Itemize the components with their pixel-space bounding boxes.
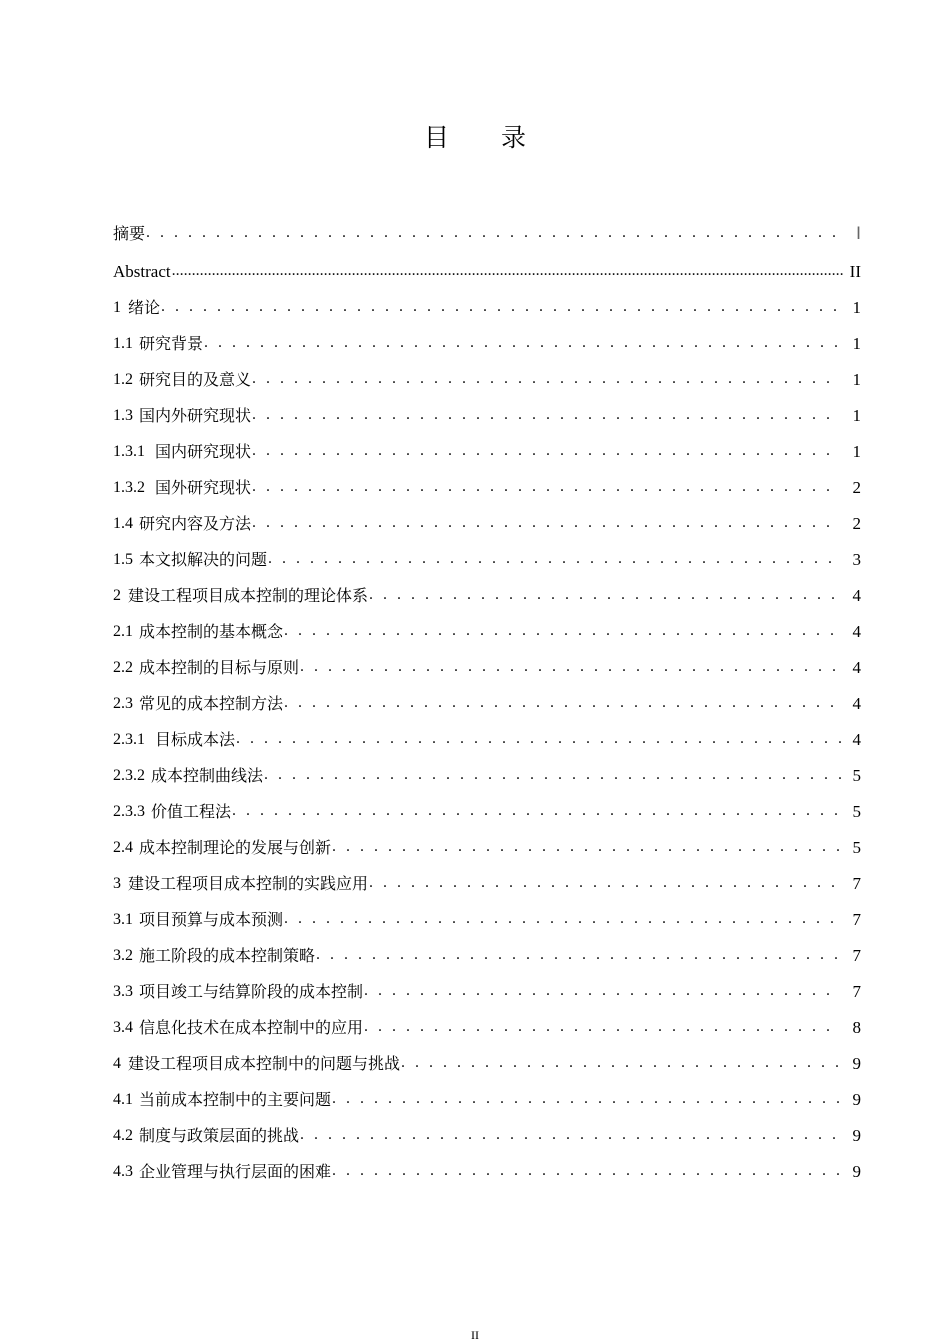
toc-entry-label: 制度与政策层面的挑战 bbox=[139, 1126, 300, 1145]
toc-entry-number: 3 bbox=[113, 875, 121, 892]
toc-entry-label: 信息化技术在成本控制中的应用 bbox=[139, 1018, 364, 1037]
toc-entry-label: 研究目的及意义 bbox=[139, 370, 252, 389]
toc-leader bbox=[232, 801, 841, 821]
toc-entry-page: 2 bbox=[852, 478, 861, 497]
toc-entry[interactable] bbox=[113, 318, 861, 354]
toc-entry[interactable] bbox=[113, 498, 861, 534]
toc-entry-label: 国内外研究现状 bbox=[139, 406, 252, 425]
toc-entry-number: 2.4 bbox=[113, 839, 133, 856]
toc-entry-number: 2.3.1 bbox=[113, 731, 145, 748]
toc-entry-page: 8 bbox=[852, 1018, 861, 1037]
toc-entry-label: 摘要 bbox=[113, 224, 146, 243]
toc-leader bbox=[316, 945, 841, 965]
toc-entry-page: 7 bbox=[852, 946, 861, 965]
toc-entry-label: 研究内容及方法 bbox=[139, 514, 252, 533]
table-of-contents bbox=[113, 206, 861, 1182]
toc-leader bbox=[284, 909, 841, 929]
toc-leader bbox=[204, 333, 841, 353]
toc-entry-page: 4 bbox=[852, 658, 861, 677]
toc-entry-label: 研究背景 bbox=[139, 334, 204, 353]
toc-entry-page: 9 bbox=[852, 1126, 861, 1145]
toc-entry[interactable] bbox=[113, 1110, 861, 1146]
toc-entry-label: 常见的成本控制方法 bbox=[139, 694, 284, 713]
toc-entry[interactable] bbox=[113, 426, 861, 462]
toc-entry-number: 1.2 bbox=[113, 371, 133, 388]
toc-entry-label: 成本控制理论的发展与创新 bbox=[139, 838, 332, 857]
toc-leader bbox=[268, 549, 841, 569]
toc-entry-number: 1.5 bbox=[113, 551, 133, 568]
toc-entry-page: 1 bbox=[852, 406, 861, 425]
toc-entry-page: 1 bbox=[852, 370, 861, 389]
toc-entry-number: 4 bbox=[113, 1055, 121, 1072]
toc-entry-number: 4.3 bbox=[113, 1163, 133, 1180]
toc-entry[interactable] bbox=[113, 570, 861, 606]
toc-leader bbox=[300, 657, 841, 677]
page-title: 目 录 bbox=[424, 123, 548, 152]
toc-entry[interactable] bbox=[113, 354, 861, 390]
toc-entry-page: 5 bbox=[852, 766, 861, 785]
footer-page-number: II bbox=[471, 1328, 479, 1342]
toc-entry[interactable] bbox=[113, 750, 861, 786]
toc-entry-page: 4 bbox=[852, 622, 861, 641]
toc-leader bbox=[369, 873, 841, 893]
toc-leader bbox=[146, 223, 841, 243]
toc-leader bbox=[332, 1089, 841, 1109]
toc-entry-number: 3.2 bbox=[113, 947, 133, 964]
toc-entry-page: 2 bbox=[852, 514, 861, 533]
toc-entry[interactable] bbox=[113, 930, 861, 966]
toc-entry-label: 绪论 bbox=[128, 298, 161, 317]
toc-leader bbox=[252, 441, 841, 461]
toc-entry-label: 项目预算与成本预测 bbox=[139, 910, 284, 929]
toc-entry-label: 项目竣工与结算阶段的成本控制 bbox=[139, 982, 364, 1001]
toc-entry-number: 1.3 bbox=[113, 407, 133, 424]
toc-leader bbox=[369, 585, 841, 605]
toc-entry-page: 7 bbox=[852, 982, 861, 1001]
toc-entry[interactable] bbox=[113, 606, 861, 642]
toc-leader bbox=[332, 1161, 841, 1181]
toc-leader bbox=[284, 621, 841, 641]
toc-leader bbox=[264, 765, 841, 785]
toc-leader bbox=[252, 369, 841, 389]
toc-entry-label: 成本控制的目标与原则 bbox=[139, 658, 300, 677]
toc-entry-page: 4 bbox=[852, 694, 861, 713]
toc-entry-number: 1.3.1 bbox=[113, 443, 145, 460]
toc-entry-label: 建设工程项目成本控制的理论体系 bbox=[128, 586, 369, 605]
toc-leader bbox=[284, 693, 841, 713]
toc-entry-label: 当前成本控制中的主要问题 bbox=[139, 1090, 332, 1109]
toc-entry-page: Ⅰ bbox=[855, 224, 861, 243]
toc-entry[interactable] bbox=[113, 390, 861, 426]
toc-entry-page: 4 bbox=[852, 586, 861, 605]
toc-entry[interactable] bbox=[113, 282, 861, 318]
toc-entry-label: 建设工程项目成本控制中的问题与挑战 bbox=[128, 1054, 401, 1073]
toc-entry-number: 2 bbox=[113, 587, 121, 604]
toc-leader bbox=[252, 405, 841, 425]
toc-entry-number: 1.4 bbox=[113, 515, 133, 532]
toc-entry-number: 2.3.2 bbox=[113, 767, 145, 784]
toc-entry-label: Abstract bbox=[113, 262, 171, 281]
toc-entry-number: 1.3.2 bbox=[113, 479, 145, 496]
toc-leader bbox=[252, 477, 841, 497]
toc-entry[interactable] bbox=[113, 1146, 861, 1182]
toc-leader bbox=[332, 837, 841, 857]
toc-entry-number: 2.3 bbox=[113, 695, 133, 712]
toc-entry[interactable] bbox=[113, 462, 861, 498]
toc-leader bbox=[300, 1125, 841, 1145]
toc-entry-page: 1 bbox=[852, 334, 861, 353]
toc-entry[interactable] bbox=[113, 714, 861, 750]
toc-entry-page: 7 bbox=[852, 910, 861, 929]
toc-leader bbox=[252, 513, 841, 533]
toc-entry-label: 目标成本法 bbox=[155, 730, 236, 749]
toc-leader bbox=[172, 261, 843, 281]
toc-entry-label: 建设工程项目成本控制的实践应用 bbox=[128, 874, 369, 893]
toc-entry-page: 9 bbox=[852, 1162, 861, 1181]
toc-entry[interactable] bbox=[113, 894, 861, 930]
toc-entry-page: 5 bbox=[852, 838, 861, 857]
toc-leader bbox=[364, 1017, 841, 1037]
toc-entry-page: 1 bbox=[852, 442, 861, 461]
toc-entry-label: 本文拟解决的问题 bbox=[139, 550, 268, 569]
toc-leader bbox=[161, 297, 841, 317]
toc-leader bbox=[401, 1053, 841, 1073]
toc-entry-number: 1 bbox=[113, 299, 121, 316]
toc-entry-label: 施工阶段的成本控制策略 bbox=[139, 946, 316, 965]
toc-entry[interactable] bbox=[113, 822, 861, 858]
toc-entry[interactable] bbox=[113, 678, 861, 714]
toc-entry-label: 成本控制曲线法 bbox=[151, 766, 264, 785]
toc-entry[interactable] bbox=[113, 1002, 861, 1038]
toc-entry-page: II bbox=[849, 262, 861, 281]
toc-entry[interactable] bbox=[113, 534, 861, 570]
toc-entry[interactable] bbox=[113, 206, 861, 244]
toc-entry-number: 2.3.3 bbox=[113, 803, 145, 820]
toc-entry-number: 3.3 bbox=[113, 983, 133, 1000]
toc-entry-number: 2.1 bbox=[113, 623, 133, 640]
toc-entry-page: 4 bbox=[852, 730, 861, 749]
toc-entry-number: 1.1 bbox=[113, 335, 133, 352]
toc-entry[interactable] bbox=[113, 1074, 861, 1110]
toc-entry-page: 9 bbox=[852, 1054, 861, 1073]
toc-entry-page: 3 bbox=[852, 550, 861, 569]
toc-entry[interactable] bbox=[113, 966, 861, 1002]
toc-entry[interactable] bbox=[113, 858, 861, 894]
toc-entry-page: 9 bbox=[852, 1090, 861, 1109]
toc-entry-label: 国外研究现状 bbox=[155, 478, 252, 497]
toc-entry-number: 4.1 bbox=[113, 1091, 133, 1108]
toc-entry-label: 企业管理与执行层面的困难 bbox=[139, 1162, 332, 1181]
toc-entry-label: 成本控制的基本概念 bbox=[139, 622, 284, 641]
toc-entry-number: 4.2 bbox=[113, 1127, 133, 1144]
toc-entry-number: 3.1 bbox=[113, 911, 133, 928]
toc-entry-page: 1 bbox=[852, 298, 861, 317]
toc-leader bbox=[364, 981, 841, 1001]
toc-entry-page: 7 bbox=[852, 874, 861, 893]
toc-entry[interactable] bbox=[113, 786, 861, 822]
toc-entry-label: 国内研究现状 bbox=[155, 442, 252, 461]
toc-entry-page: 5 bbox=[852, 802, 861, 821]
toc-entry[interactable] bbox=[113, 244, 861, 282]
toc-entry-number: 3.4 bbox=[113, 1019, 133, 1036]
toc-entry-label: 价值工程法 bbox=[151, 802, 232, 821]
toc-leader bbox=[236, 729, 841, 749]
toc-entry[interactable] bbox=[113, 1038, 861, 1074]
toc-entry-number: 2.2 bbox=[113, 659, 133, 676]
toc-entry[interactable] bbox=[113, 642, 861, 678]
